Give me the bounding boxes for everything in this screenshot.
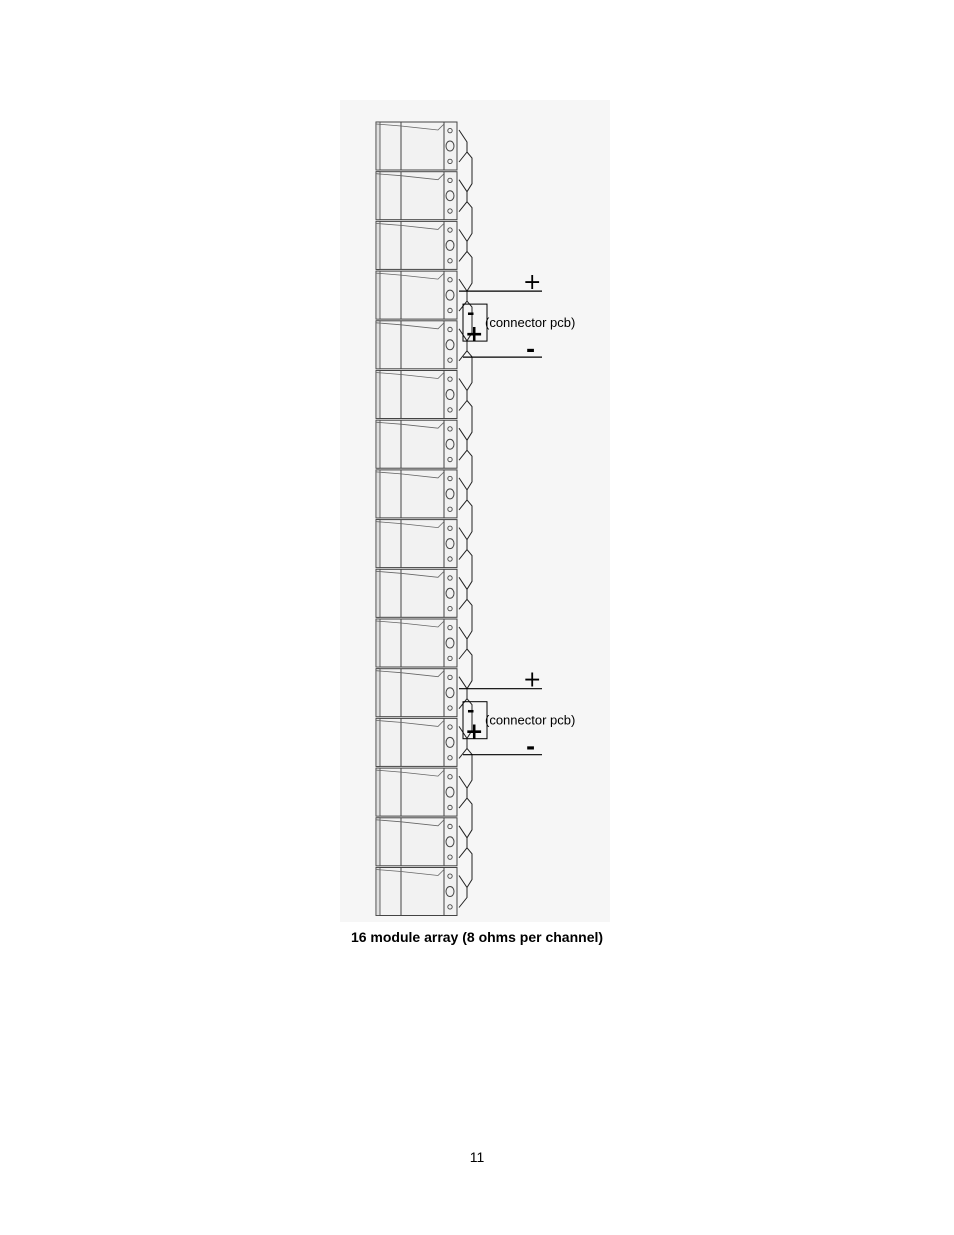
jumper-wire bbox=[459, 130, 467, 162]
positive-terminal-label: + bbox=[523, 667, 542, 693]
jumper-wire bbox=[459, 478, 467, 510]
speaker-module bbox=[376, 221, 457, 269]
jumper-wire bbox=[459, 229, 467, 261]
speaker-array-diagram bbox=[340, 100, 610, 922]
channel-feed bbox=[459, 270, 575, 363]
jumper-wire bbox=[459, 379, 467, 411]
jumper-wire bbox=[459, 180, 467, 212]
jumper-wire bbox=[467, 649, 472, 689]
jumper-wire bbox=[459, 826, 467, 858]
negative-terminal-label: - bbox=[526, 735, 536, 761]
speaker-module bbox=[376, 569, 457, 617]
jumper-wire bbox=[459, 528, 467, 560]
speaker-module bbox=[376, 520, 457, 568]
positive-terminal-label: + bbox=[523, 270, 542, 296]
pcb-positive-label: + bbox=[465, 322, 484, 348]
speaker-module bbox=[376, 420, 457, 468]
jumper-wire bbox=[459, 428, 467, 460]
jumper-wire bbox=[459, 577, 467, 609]
speaker-module bbox=[376, 868, 457, 916]
jumper-wire bbox=[467, 450, 472, 490]
jumper-wire bbox=[467, 152, 472, 192]
jumper-wire bbox=[459, 776, 467, 808]
jumper-wire bbox=[467, 550, 472, 590]
negative-terminal-label: - bbox=[526, 338, 536, 364]
jumper-wire bbox=[459, 627, 467, 659]
speaker-module bbox=[376, 718, 457, 766]
pcb-negative-label: - bbox=[467, 700, 475, 722]
speaker-module bbox=[376, 768, 457, 816]
speaker-module bbox=[376, 321, 457, 369]
channel-feed bbox=[459, 668, 575, 761]
jumper-wire bbox=[467, 251, 472, 291]
connector-pcb-label: (connector pcb) bbox=[485, 712, 576, 728]
pcb-negative-label: - bbox=[467, 303, 475, 325]
speaker-module bbox=[376, 122, 457, 170]
speaker-module bbox=[376, 818, 457, 866]
speaker-module bbox=[376, 669, 457, 717]
jumper-wire bbox=[467, 798, 472, 838]
jumper-wire bbox=[467, 500, 472, 540]
jumper-wire bbox=[459, 876, 467, 908]
speaker-module bbox=[376, 172, 457, 220]
page-number: 11 bbox=[469, 1149, 485, 1165]
jumper-wire bbox=[467, 202, 472, 242]
jumper-wire bbox=[467, 848, 472, 888]
figure-caption: 16 module array (8 ohms per channel) bbox=[350, 929, 604, 945]
speaker-module bbox=[376, 470, 457, 518]
array-wiring-svg bbox=[340, 100, 610, 922]
connector-pcb-label: (connector pcb) bbox=[485, 315, 576, 331]
jumper-wire bbox=[467, 401, 472, 441]
speaker-module bbox=[376, 371, 457, 419]
speaker-module bbox=[376, 271, 457, 319]
pcb-positive-label: + bbox=[465, 719, 484, 745]
jumper-wire bbox=[467, 599, 472, 639]
speaker-module bbox=[376, 619, 457, 667]
